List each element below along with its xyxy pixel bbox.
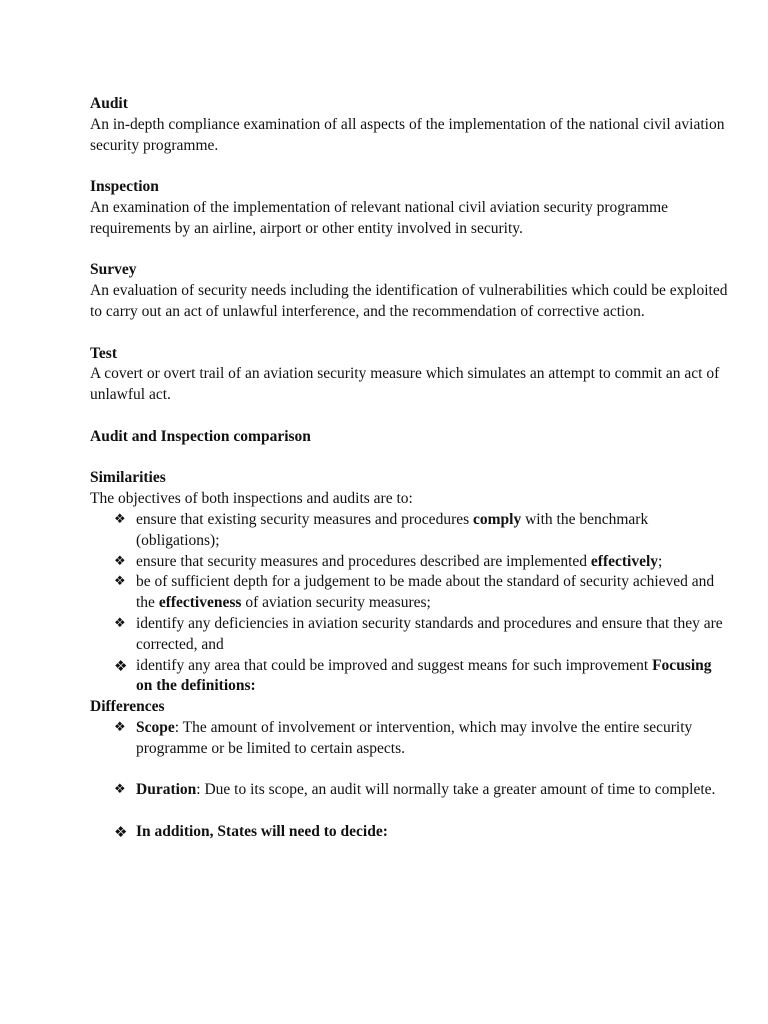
- test-section: [90, 344, 730, 406]
- diamond-bullet-icon: ❖: [114, 511, 126, 527]
- survey-definition: An evaluation of security needs including the identification of vulnerabilities which could be exploited to carry out an act of unlawful interference, and the recommendation of corrective action.: [90, 282, 728, 320]
- list-item-emphasis: In addition, States will need to decide:: [136, 822, 388, 840]
- list-item-emphasis: comply: [473, 510, 522, 528]
- document-page: [90, 94, 730, 843]
- test-definition: A covert or overt trail of an aviation security measure which simulates an attempt to commit an act of unlawful act.: [90, 365, 720, 404]
- similarities-heading: Similarities: [90, 469, 166, 487]
- list-item-text: ;: [658, 552, 663, 570]
- diamond-bullet-icon: ❖: [114, 656, 128, 675]
- list-item-text: identify any area that could be improved and suggest means for such improvement: [136, 656, 653, 674]
- comparison-section: [90, 427, 730, 448]
- audit-heading: Audit: [90, 95, 128, 112]
- diamond-bullet-icon: ❖: [114, 719, 126, 735]
- diamond-bullet-icon: ❖: [114, 574, 126, 590]
- test-heading: Test: [90, 344, 117, 362]
- list-item: [90, 614, 730, 656]
- diamond-bullet-icon: ❖: [114, 782, 126, 798]
- similarities-section: [90, 468, 730, 697]
- diamond-bullet-icon: ❖: [114, 615, 126, 631]
- list-item-text: ensure that security measures and procedures described are implemented: [136, 552, 591, 570]
- list-item: [90, 552, 730, 573]
- audit-section: [90, 94, 730, 156]
- list-item: [90, 718, 730, 760]
- audit-definition: An in-depth compliance examination of all aspects of the implementation of the national civil aviation security programme.: [90, 115, 725, 154]
- differences-list: [90, 718, 730, 843]
- survey-section: [90, 260, 730, 322]
- comparison-heading: Audit and Inspection comparison: [90, 427, 311, 445]
- inspection-section: [90, 177, 730, 239]
- list-item-text: ensure that existing security measures and procedures: [136, 510, 474, 528]
- similarities-list: [90, 510, 730, 697]
- list-item-emphasis: Scope: [136, 718, 175, 736]
- differences-section: [90, 697, 730, 843]
- inspection-heading: Inspection: [90, 178, 159, 196]
- list-item: [90, 822, 730, 843]
- differences-heading: Differences: [90, 698, 165, 716]
- list-item-emphasis: Duration: [136, 781, 197, 799]
- list-item-emphasis: effectiveness: [158, 594, 242, 612]
- diamond-bullet-icon: ❖: [114, 553, 126, 569]
- inspection-definition: An examination of the implementation of relevant national civil aviation security programme requirements by an airline, airport or other entity involved in security.: [90, 198, 669, 237]
- similarities-intro: The objectives of both inspections and audits are to:: [90, 490, 413, 508]
- list-item-text: with the benchmark (obligations);: [136, 510, 649, 549]
- list-item: [90, 572, 730, 614]
- list-item-text: of aviation security measures;: [241, 594, 431, 612]
- diamond-bullet-icon: ❖: [114, 822, 128, 841]
- list-item: [90, 510, 730, 552]
- list-item-text: : Due to its scope, an audit will normally take a greater amount of time to complete.: [196, 781, 716, 799]
- list-item: [90, 656, 730, 698]
- survey-heading: Survey: [90, 261, 137, 279]
- list-item-emphasis: effectively: [590, 552, 659, 570]
- list-item-text: : The amount of involvement or intervention, which may involve the entire security programme or be limited to certain aspects.: [136, 718, 693, 757]
- list-item: [90, 780, 730, 801]
- list-item-text: identify any deficiencies in aviation security standards and procedures and ensure that they are corrected, and: [136, 614, 723, 653]
- list-item-emphasis: Focusing on the definitions:: [136, 656, 712, 695]
- list-item-text: be of sufficient depth for a judgement to be made about the standard of security achieved and the: [136, 573, 715, 612]
